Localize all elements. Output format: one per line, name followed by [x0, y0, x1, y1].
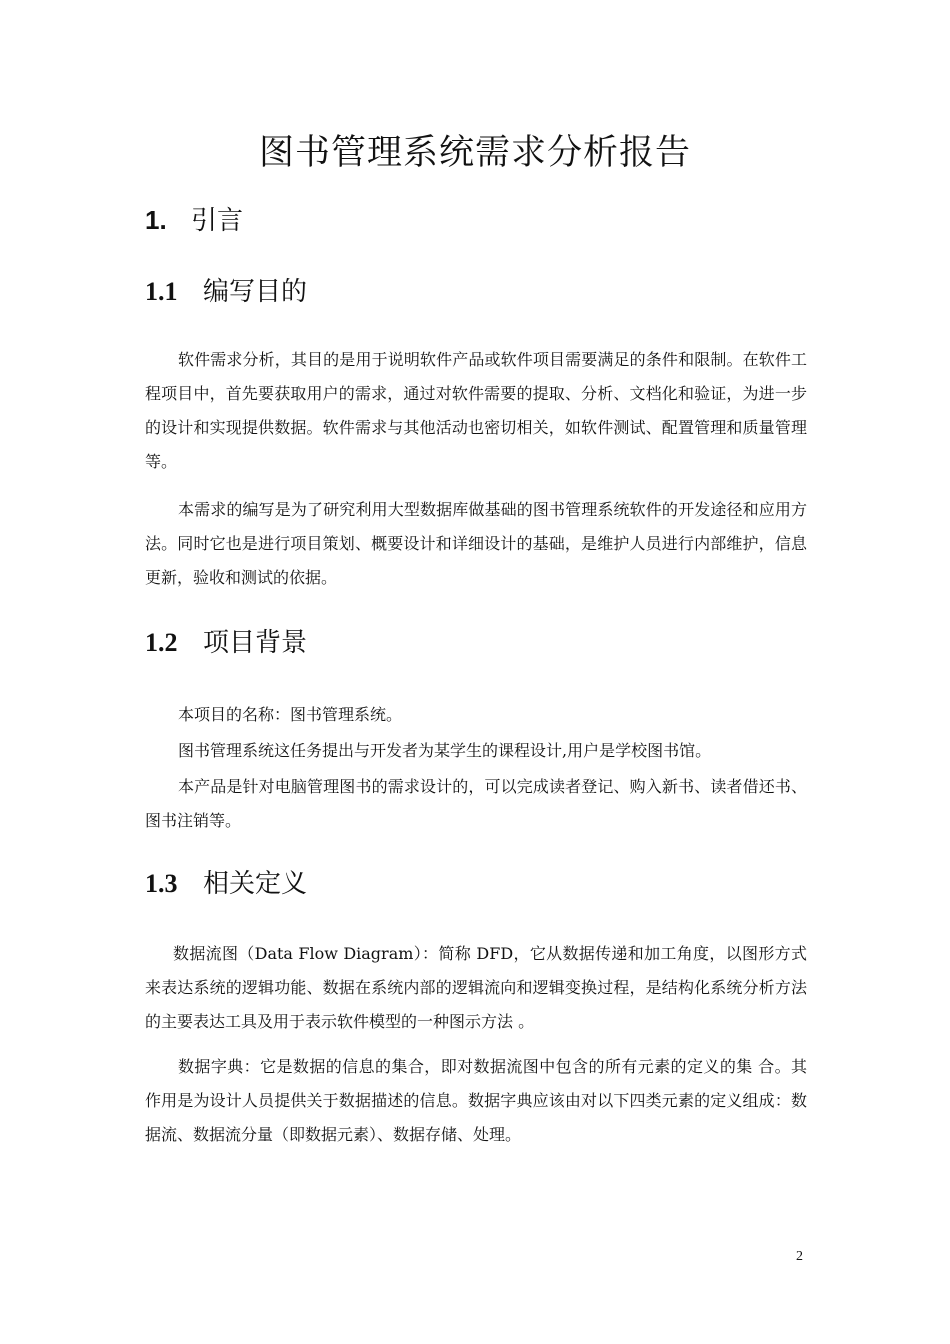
section-title: 编写目的: [203, 277, 308, 307]
section-heading-definitions: [145, 867, 307, 901]
section-title: 相关定义: [203, 869, 308, 899]
section-heading-purpose: [145, 275, 307, 309]
paragraph-purpose-2: 本需求的编写是为了研究利用大型数据库做基础的图书管理系统软件的开发途径和应用方法。同时它也是进行项目策划、概要设计和详细设计的基础，是维护人员进行内部维护，信息更新，验收和测试的依据。: [145, 500, 807, 587]
paragraph-purpose-1: 软件需求分析，其目的是用于说明软件产品或软件项目需要满足的条件和限制。在软件工程项目中，首先要获取用户的需求，通过对软件需要的提取、分析、文档化和验证，为进一步的设计和实现提供数据。软件需求与其他活动也密切相关，如软件测试、配置管理和质量管理等。: [145, 350, 807, 471]
section-heading-background: [145, 626, 307, 660]
section-number: 1.1: [145, 277, 178, 306]
paragraph-background-1: 本项目的名称：图书管理系统。: [178, 705, 403, 724]
section-heading-introduction: [145, 203, 243, 238]
paragraph-definition-2: 数据字典：它是数据的信息的集合，即对数据流图中包含的所有元素的定义的集 合。其作用是为设计人员提供关于数据描述的信息。数据字典应该由对以下四类元素的定义组成：数据流、数据流分量（即数据元素）、数据存储、处理。: [145, 1057, 807, 1144]
document-title: 图书管理系统需求分析报告: [258, 133, 691, 174]
paragraph-definition-1: 数据流图（Data Flow Diagram）：简称 DFD，它从数据传递和加工角度，以图形方式来表达系统的逻辑功能、数据在系统内部的逻辑流向和逻辑变换过程，是结构化系统分析方法的主要表达工具及用于表示软件模型的一种图示方法 。: [145, 944, 807, 1031]
section-title: 引言: [191, 206, 244, 236]
section-number: 1.3: [145, 869, 178, 898]
paragraph-background-2: 图书管理系统这任务提出与开发者为某学生的课程设计,用户是学校图书馆。: [178, 741, 712, 760]
section-number: 1.: [145, 205, 167, 235]
section-number: 1.2: [145, 628, 178, 657]
page-number: 2: [796, 1249, 803, 1264]
section-title: 项目背景: [203, 628, 308, 658]
paragraph-background-3: 本产品是针对电脑管理图书的需求设计的，可以完成读者登记、购入新书、读者借还书、图书注销等。: [145, 777, 807, 830]
